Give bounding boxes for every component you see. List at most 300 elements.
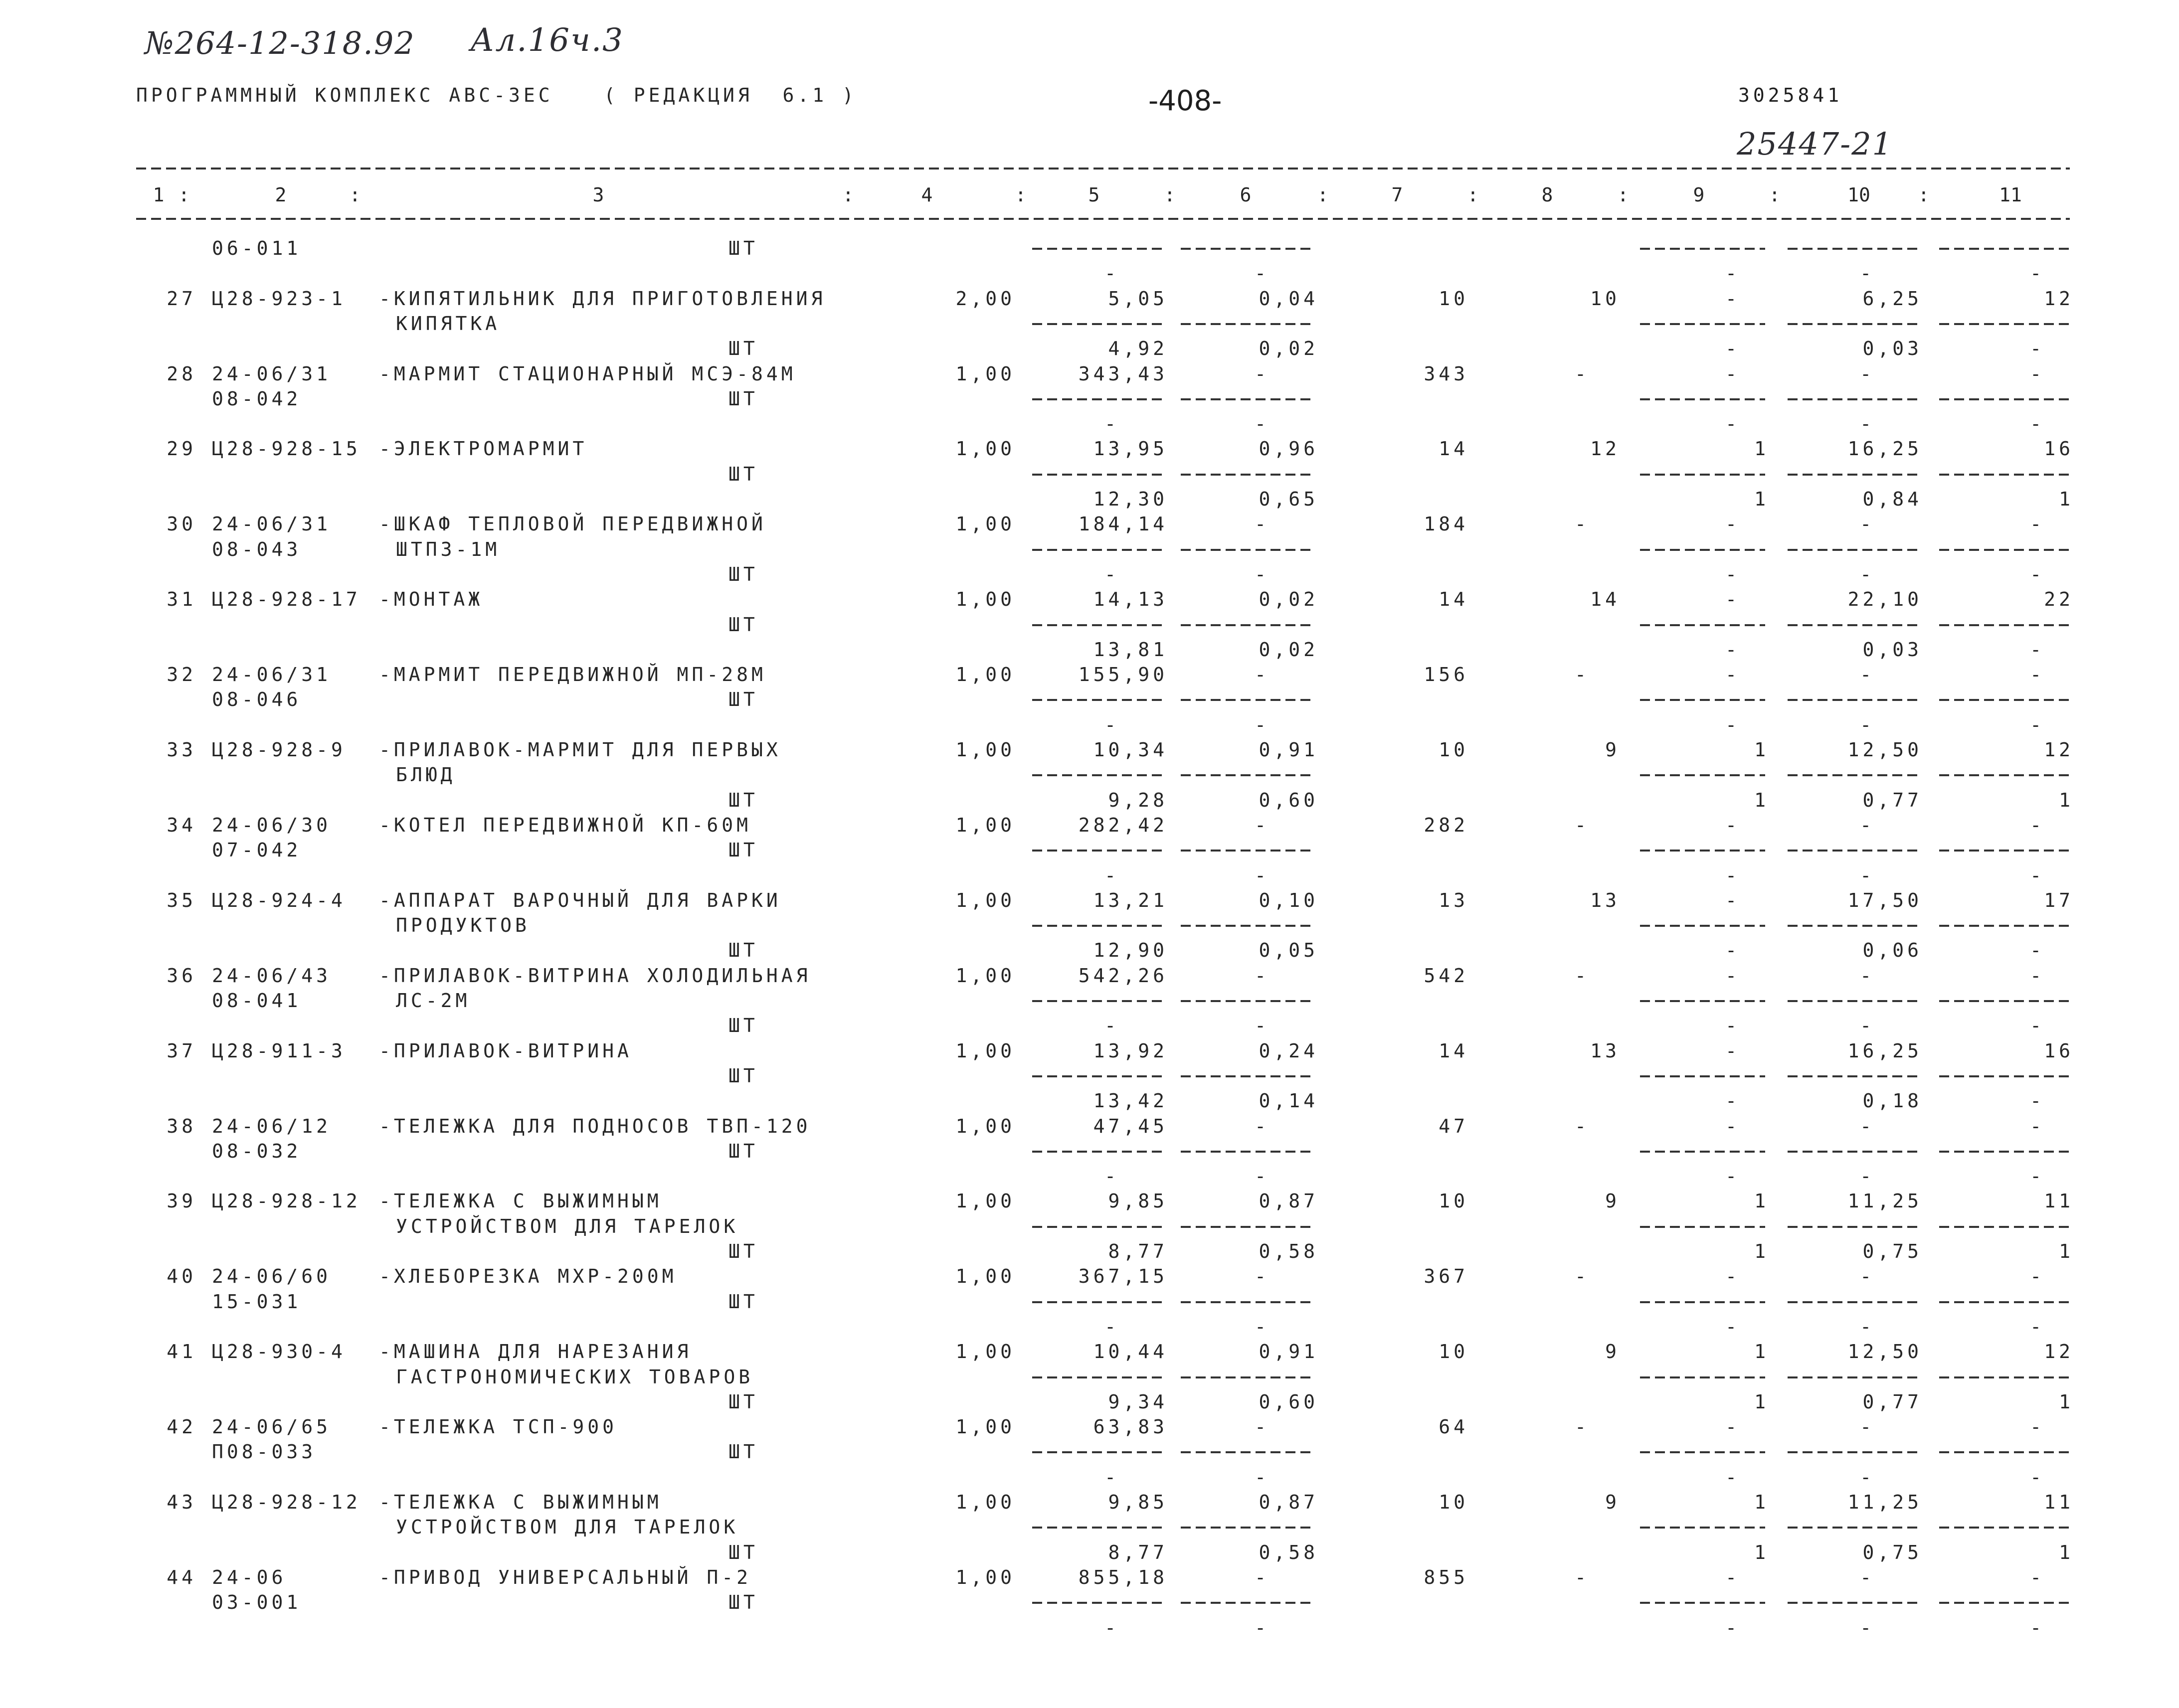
item-code: Ц28-924-4 xyxy=(212,889,346,911)
col-7-value: 14 xyxy=(1439,1039,1468,1062)
dashed-separator xyxy=(1032,549,1164,551)
unit-of-measure: ШТ xyxy=(728,1591,758,1614)
col-9-value: - xyxy=(1725,638,1740,661)
col-10-value: - xyxy=(1860,964,1875,987)
item-code: Ц28-928-17 xyxy=(212,588,361,611)
table-line xyxy=(0,1565,2179,1590)
col-9-value: - xyxy=(1725,262,1740,285)
dashed-separator xyxy=(1788,398,1918,400)
column-number-label: 4 xyxy=(921,184,933,206)
col-11-value: - xyxy=(2030,1115,2045,1137)
dashed-separator xyxy=(1640,474,1765,476)
unit-of-measure: ШТ xyxy=(728,1240,758,1262)
col-6-value: 0,60 xyxy=(1259,789,1318,811)
dashed-separator xyxy=(1939,1151,2070,1153)
col-10-value: 0,18 xyxy=(1862,1090,1922,1112)
row-number: 39 xyxy=(167,1190,196,1212)
col-11-value: 1 xyxy=(2059,1541,2074,1563)
table-line xyxy=(0,1365,2179,1389)
col-8-value: - xyxy=(1575,814,1590,836)
column-number-label: 2 xyxy=(275,184,287,206)
dashed-separator xyxy=(1640,1451,1765,1453)
col-6-value: - xyxy=(1255,664,1270,686)
col-8-value: 13 xyxy=(1590,1039,1620,1062)
col-10-value: - xyxy=(1860,1015,1875,1037)
col-10-value: - xyxy=(1860,1466,1875,1488)
col-9-value: - xyxy=(1725,713,1740,736)
col-4-value: 1,00 xyxy=(955,1416,1015,1438)
table-line xyxy=(0,888,2179,913)
dashed-separator xyxy=(1640,1376,1765,1378)
table-line xyxy=(0,838,2179,862)
col-6-value: 0,58 xyxy=(1259,1240,1318,1262)
col-8-value: 9 xyxy=(1605,1491,1620,1513)
table-line xyxy=(0,1038,2179,1063)
column-number-label: 8 xyxy=(1541,184,1553,206)
dashed-separator xyxy=(1181,323,1314,325)
column-separator: : xyxy=(1918,184,1930,206)
dashed-separator xyxy=(1640,1151,1765,1153)
column-number-label: 6 xyxy=(1240,184,1252,206)
dashed-separator xyxy=(1032,1527,1164,1529)
table-line xyxy=(0,662,2179,687)
col-8-value: - xyxy=(1575,964,1590,987)
col-7-value: 367 xyxy=(1424,1265,1468,1288)
table-line xyxy=(0,1289,2179,1314)
col-8-value: 9 xyxy=(1605,1341,1620,1363)
col-5-value: - xyxy=(1104,262,1119,285)
col-11-value: - xyxy=(2030,638,2045,661)
col-7-value: 282 xyxy=(1424,814,1468,836)
col-7-value: 64 xyxy=(1439,1416,1468,1438)
col-4-value: 1,00 xyxy=(955,1566,1015,1588)
unit-of-measure: ШТ xyxy=(728,613,758,636)
col-10-value: 0,77 xyxy=(1862,1390,1922,1413)
dashed-separator xyxy=(1939,850,2070,852)
col-7-value: 47 xyxy=(1439,1115,1468,1137)
col-5-value: 63,83 xyxy=(1093,1416,1168,1438)
item-code: 07-042 xyxy=(212,839,302,861)
table-line xyxy=(0,411,2179,436)
col-10-value: - xyxy=(1860,664,1875,686)
item-name-continued: УСТРОЙСТВОМ ДЛЯ ТАРЕЛОК xyxy=(396,1215,739,1237)
col-10-value: 17,50 xyxy=(1847,889,1922,911)
item-code: 08-043 xyxy=(212,538,302,560)
table-line xyxy=(0,687,2179,712)
col-10-value: 16,25 xyxy=(1847,1039,1922,1062)
table-line xyxy=(0,1164,2179,1189)
col-9-value: - xyxy=(1725,1466,1740,1488)
col-6-value: 0,02 xyxy=(1259,588,1318,611)
col-8-value: 14 xyxy=(1590,588,1620,611)
item-name: -ПРИЛАВОК-МАРМИТ ДЛЯ ПЕРВЫХ xyxy=(379,739,781,761)
item-name-continued: КИПЯТКА xyxy=(396,312,501,335)
col-8-value: - xyxy=(1575,362,1590,385)
column-number-label: 1 xyxy=(153,184,165,206)
col-11-value: - xyxy=(2030,1315,2045,1338)
item-code: 08-032 xyxy=(212,1140,302,1162)
unit-of-measure: ШТ xyxy=(728,1390,758,1413)
table-line xyxy=(0,813,2179,838)
item-code: 03-001 xyxy=(212,1591,302,1614)
col-11-value: 17 xyxy=(2044,889,2074,911)
dashed-separator xyxy=(1032,699,1164,701)
col-7-value: 14 xyxy=(1439,588,1468,611)
column-separator: : xyxy=(178,184,190,206)
col-10-value: 0,75 xyxy=(1862,1240,1922,1262)
row-number: 28 xyxy=(167,362,196,385)
row-number: 30 xyxy=(167,513,196,535)
col-11-value: - xyxy=(2030,1566,2045,1588)
col-6-value: 0,04 xyxy=(1259,287,1318,310)
col-4-value: 1,00 xyxy=(955,739,1015,761)
dashed-separator xyxy=(1640,925,1765,927)
col-11-value: - xyxy=(2030,1015,2045,1037)
col-10-value: 6,25 xyxy=(1862,287,1922,310)
dashed-separator xyxy=(1640,248,1765,250)
table-line xyxy=(0,336,2179,361)
col-6-value: - xyxy=(1255,1416,1270,1438)
col-10-value: - xyxy=(1860,1616,1875,1639)
dashed-separator xyxy=(1939,1602,2070,1604)
col-8-value: - xyxy=(1575,1416,1590,1438)
row-number: 27 xyxy=(167,287,196,310)
col-9-value: 1 xyxy=(1754,1190,1769,1212)
col-4-value: 1,00 xyxy=(955,1265,1015,1288)
row-number: 40 xyxy=(167,1265,196,1288)
dashed-separator xyxy=(1181,699,1314,701)
col-10-value: 12,50 xyxy=(1847,739,1922,761)
page-number: -408- xyxy=(1148,85,1222,117)
program-edition: ( РЕДАКЦИЯ 6.1 ) xyxy=(604,84,857,106)
unit-of-measure: ШТ xyxy=(728,1441,758,1463)
row-number: 32 xyxy=(167,664,196,686)
item-name: -ТЕЛЕЖКА ТСП-900 xyxy=(379,1416,618,1438)
col-4-value: 1,00 xyxy=(955,588,1015,611)
table-line xyxy=(0,261,2179,286)
column-separator: : xyxy=(1769,184,1781,206)
unit-of-measure: ШТ xyxy=(728,338,758,360)
col-11-value: 11 xyxy=(2044,1190,2074,1212)
item-name: -ХЛЕБОРЕЗКА МХР-200М xyxy=(379,1265,677,1288)
handwritten-code: 25447-21 xyxy=(1737,126,1893,162)
table-line xyxy=(0,1063,2179,1088)
dashed-separator xyxy=(1032,1075,1164,1077)
col-7-value: 10 xyxy=(1439,1190,1468,1212)
table-line xyxy=(0,1189,2179,1213)
col-9-value: 1 xyxy=(1754,1541,1769,1563)
col-11-value: 1 xyxy=(2059,1240,2074,1262)
dashed-separator xyxy=(1939,1376,2070,1378)
dashed-separator xyxy=(1640,1000,1765,1002)
item-name-continued: ГАСТРОНОМИЧЕСКИХ ТОВАРОВ xyxy=(396,1366,754,1388)
col-9-value: - xyxy=(1725,1315,1740,1338)
col-4-value: 2,00 xyxy=(955,287,1015,310)
item-code: 24-06/12 xyxy=(212,1115,332,1137)
col-11-value: - xyxy=(2030,1466,2045,1488)
dashed-separator xyxy=(1788,1301,1918,1303)
col-6-value: - xyxy=(1255,413,1270,435)
item-code: П08-033 xyxy=(212,1441,317,1463)
item-name: -ТЕЛЕЖКА С ВЫЖИМНЫМ xyxy=(379,1491,662,1513)
dashed-separator xyxy=(1939,1226,2070,1228)
col-5-value: 13,42 xyxy=(1093,1090,1168,1112)
item-code: Ц28-928-12 xyxy=(212,1190,361,1212)
col-4-value: 1,00 xyxy=(955,1491,1015,1513)
col-9-value: - xyxy=(1725,563,1740,585)
col-4-value: 1,00 xyxy=(955,1341,1015,1363)
dashed-separator xyxy=(1788,624,1918,626)
col-5-value: 13,81 xyxy=(1093,638,1168,661)
col-11-value: - xyxy=(2030,338,2045,360)
col-7-value: 13 xyxy=(1439,889,1468,911)
col-6-value: - xyxy=(1255,1015,1270,1037)
col-6-value: 0,24 xyxy=(1259,1039,1318,1062)
table-line xyxy=(0,1515,2179,1539)
dashed-separator xyxy=(1181,1226,1314,1228)
col-10-value: 0,77 xyxy=(1862,789,1922,811)
item-code: 24-06/43 xyxy=(212,964,332,987)
table-line xyxy=(0,286,2179,311)
col-8-value: 9 xyxy=(1605,1190,1620,1212)
table-line xyxy=(0,436,2179,461)
col-10-value: - xyxy=(1860,1566,1875,1588)
col-6-value: - xyxy=(1255,864,1270,886)
column-number-label: 10 xyxy=(1847,184,1870,206)
row-number: 41 xyxy=(167,1341,196,1363)
col-9-value: - xyxy=(1725,513,1740,535)
dashed-separator xyxy=(1788,1000,1918,1002)
col-9-value: - xyxy=(1725,1039,1740,1062)
col-7-value: 10 xyxy=(1439,1341,1468,1363)
column-number-label: 7 xyxy=(1391,184,1403,206)
dashed-separator xyxy=(1939,774,2070,776)
col-5-value: - xyxy=(1104,864,1119,886)
dashed-separator xyxy=(1788,1376,1918,1378)
col-6-value: - xyxy=(1255,563,1270,585)
item-code: 06-011 xyxy=(212,237,302,259)
col-11-value: 12 xyxy=(2044,287,2074,310)
col-10-value: - xyxy=(1860,1416,1875,1438)
dashed-separator xyxy=(1939,248,2070,250)
item-name: -ПРИЛАВОК-ВИТРИНА ХОЛОДИЛЬНАЯ xyxy=(379,964,811,987)
col-8-value: - xyxy=(1575,664,1590,686)
dashed-separator xyxy=(1640,1527,1765,1529)
col-6-value: - xyxy=(1255,1115,1270,1137)
col-11-value: 1 xyxy=(2059,488,2074,510)
col-6-value: 0,02 xyxy=(1259,338,1318,360)
row-number: 43 xyxy=(167,1491,196,1513)
col-10-value: - xyxy=(1860,563,1875,585)
unit-of-measure: ШТ xyxy=(728,1290,758,1313)
dashed-separator xyxy=(1181,549,1314,551)
table-line xyxy=(0,1339,2179,1364)
col-9-value: 1 xyxy=(1754,739,1769,761)
dashed-separator xyxy=(1181,1451,1314,1453)
col-6-value: 0,02 xyxy=(1259,638,1318,661)
dashed-separator xyxy=(1788,1527,1918,1529)
item-code: 24-06/30 xyxy=(212,814,332,836)
row-number: 38 xyxy=(167,1115,196,1137)
dashed-separator xyxy=(1181,1301,1314,1303)
col-10-value: - xyxy=(1860,1115,1875,1137)
table-line xyxy=(0,863,2179,888)
dashed-separator xyxy=(1181,1376,1314,1378)
col-6-value: 0,96 xyxy=(1259,438,1318,460)
col-8-value: - xyxy=(1575,1566,1590,1588)
table-line xyxy=(0,938,2179,963)
col-9-value: - xyxy=(1725,1115,1740,1137)
col-11-value: 12 xyxy=(2044,739,2074,761)
col-10-value: - xyxy=(1860,362,1875,385)
row-number: 44 xyxy=(167,1566,196,1588)
item-name: -АППАРАТ ВАРОЧНЫЙ ДЛЯ ВАРКИ xyxy=(379,889,781,911)
dashed-separator xyxy=(1788,774,1918,776)
col-5-value: 184,14 xyxy=(1078,513,1168,535)
item-code: 24-06/31 xyxy=(212,362,332,385)
table-line xyxy=(0,487,2179,512)
table-line xyxy=(0,386,2179,411)
item-code: 15-031 xyxy=(212,1290,302,1313)
col-10-value: 16,25 xyxy=(1847,438,1922,460)
dashed-separator xyxy=(1181,1602,1314,1604)
unit-of-measure: ШТ xyxy=(728,463,758,485)
table-line xyxy=(0,562,2179,587)
dashed-separator xyxy=(1939,1527,2070,1529)
dashed-separator xyxy=(1788,699,1918,701)
dashed-separator xyxy=(1939,1075,2070,1077)
dashed-separator xyxy=(1788,1602,1918,1604)
col-6-value: 0,87 xyxy=(1259,1190,1318,1212)
col-9-value: - xyxy=(1725,814,1740,836)
dashed-separator xyxy=(1181,1075,1314,1077)
table-line xyxy=(0,1490,2179,1515)
col-8-value: - xyxy=(1575,513,1590,535)
col-10-value: 0,03 xyxy=(1862,638,1922,661)
col-5-value: 282,42 xyxy=(1078,814,1168,836)
table-line xyxy=(0,637,2179,662)
col-9-value: - xyxy=(1725,287,1740,310)
table-line xyxy=(0,1088,2179,1113)
dashed-separator xyxy=(1788,248,1918,250)
col-6-value: - xyxy=(1255,1315,1270,1338)
col-5-value: 343,43 xyxy=(1078,362,1168,385)
table-line xyxy=(0,1465,2179,1490)
item-name-continued: БЛЮД xyxy=(396,764,456,786)
col-7-value: 10 xyxy=(1439,287,1468,310)
unit-of-measure: ШТ xyxy=(728,1140,758,1162)
col-7-value: 10 xyxy=(1439,1491,1468,1513)
dashed-separator xyxy=(1181,624,1314,626)
col-10-value: - xyxy=(1860,713,1875,736)
col-11-value: - xyxy=(2030,713,2045,736)
col-9-value: 1 xyxy=(1754,1390,1769,1413)
dashed-separator xyxy=(1181,1527,1314,1529)
col-8-value: - xyxy=(1575,1265,1590,1288)
col-10-value: 0,06 xyxy=(1862,939,1922,962)
item-name: -МАРМИТ ПЕРЕДВИЖНОЙ МП-28М xyxy=(379,664,766,686)
item-code: Ц28-911-3 xyxy=(212,1039,346,1062)
col-10-value: - xyxy=(1860,864,1875,886)
col-6-value: 0,91 xyxy=(1259,739,1318,761)
col-6-value: - xyxy=(1255,1265,1270,1288)
col-4-value: 1,00 xyxy=(955,438,1015,460)
item-name: -ПРИЛАВОК-ВИТРИНА xyxy=(379,1039,632,1062)
col-6-value: - xyxy=(1255,814,1270,836)
col-5-value: 9,28 xyxy=(1108,789,1168,811)
col-6-value: - xyxy=(1255,1466,1270,1488)
col-9-value: - xyxy=(1725,1566,1740,1588)
col-8-value: - xyxy=(1575,1115,1590,1137)
col-11-value: - xyxy=(2030,1416,2045,1438)
col-7-value: 10 xyxy=(1439,739,1468,761)
dashed-separator xyxy=(1181,850,1314,852)
unit-of-measure: ШТ xyxy=(728,387,758,410)
col-9-value: - xyxy=(1725,1265,1740,1288)
col-10-value: 0,84 xyxy=(1862,488,1922,510)
table-line xyxy=(0,1540,2179,1565)
row-number: 42 xyxy=(167,1416,196,1438)
col-5-value: 9,34 xyxy=(1108,1390,1168,1413)
dashed-separator xyxy=(1788,474,1918,476)
dashed-separator xyxy=(1939,925,2070,927)
dashed-separator xyxy=(1640,774,1765,776)
dashed-separator xyxy=(1939,549,2070,551)
col-11-value: 1 xyxy=(2059,1390,2074,1413)
dashed-separator xyxy=(1032,1301,1164,1303)
col-10-value: 22,10 xyxy=(1847,588,1922,611)
dashed-separator xyxy=(1181,248,1314,250)
dashed-separator xyxy=(1032,774,1164,776)
col-11-value: 12 xyxy=(2044,1341,2074,1363)
row-number: 36 xyxy=(167,964,196,987)
col-9-value: - xyxy=(1725,964,1740,987)
table-line xyxy=(0,788,2179,813)
col-5-value: - xyxy=(1104,1015,1119,1037)
col-4-value: 1,00 xyxy=(955,1115,1015,1137)
unit-of-measure: ШТ xyxy=(728,237,758,259)
dashed-separator xyxy=(1640,398,1765,400)
dashed-separator xyxy=(1640,624,1765,626)
dashed-separator xyxy=(1032,1376,1164,1378)
col-11-value: - xyxy=(2030,1616,2045,1639)
table-line xyxy=(0,963,2179,988)
dashed-separator xyxy=(1032,624,1164,626)
table-line xyxy=(0,1414,2179,1439)
col-11-value: - xyxy=(2030,413,2045,435)
item-name: -МАРМИТ СТАЦИОНАРНЫЙ МСЭ-84М xyxy=(379,362,796,385)
col-6-value: 0,58 xyxy=(1259,1541,1318,1563)
col-5-value: 10,44 xyxy=(1093,1341,1168,1363)
col-8-value: 9 xyxy=(1605,739,1620,761)
item-code: 24-06 xyxy=(212,1566,287,1588)
table-line xyxy=(0,1439,2179,1464)
table-line xyxy=(0,737,2179,762)
dashed-separator xyxy=(1939,474,2070,476)
column-number-label: 11 xyxy=(1999,184,2022,206)
program-title: ПРОГРАММНЫЙ КОМПЛЕКС АВС-3ЕС xyxy=(136,84,553,106)
table-line xyxy=(0,236,2179,261)
col-5-value: 13,21 xyxy=(1093,889,1168,911)
col-10-value: - xyxy=(1860,814,1875,836)
dashed-separator xyxy=(1939,1451,2070,1453)
col-7-value: 343 xyxy=(1424,362,1468,385)
item-name-continued: ПРОДУКТОВ xyxy=(396,914,530,937)
col-10-value: - xyxy=(1860,1315,1875,1338)
column-separator: : xyxy=(349,184,361,206)
col-6-value: 0,65 xyxy=(1259,488,1318,510)
dashed-separator xyxy=(1939,699,2070,701)
